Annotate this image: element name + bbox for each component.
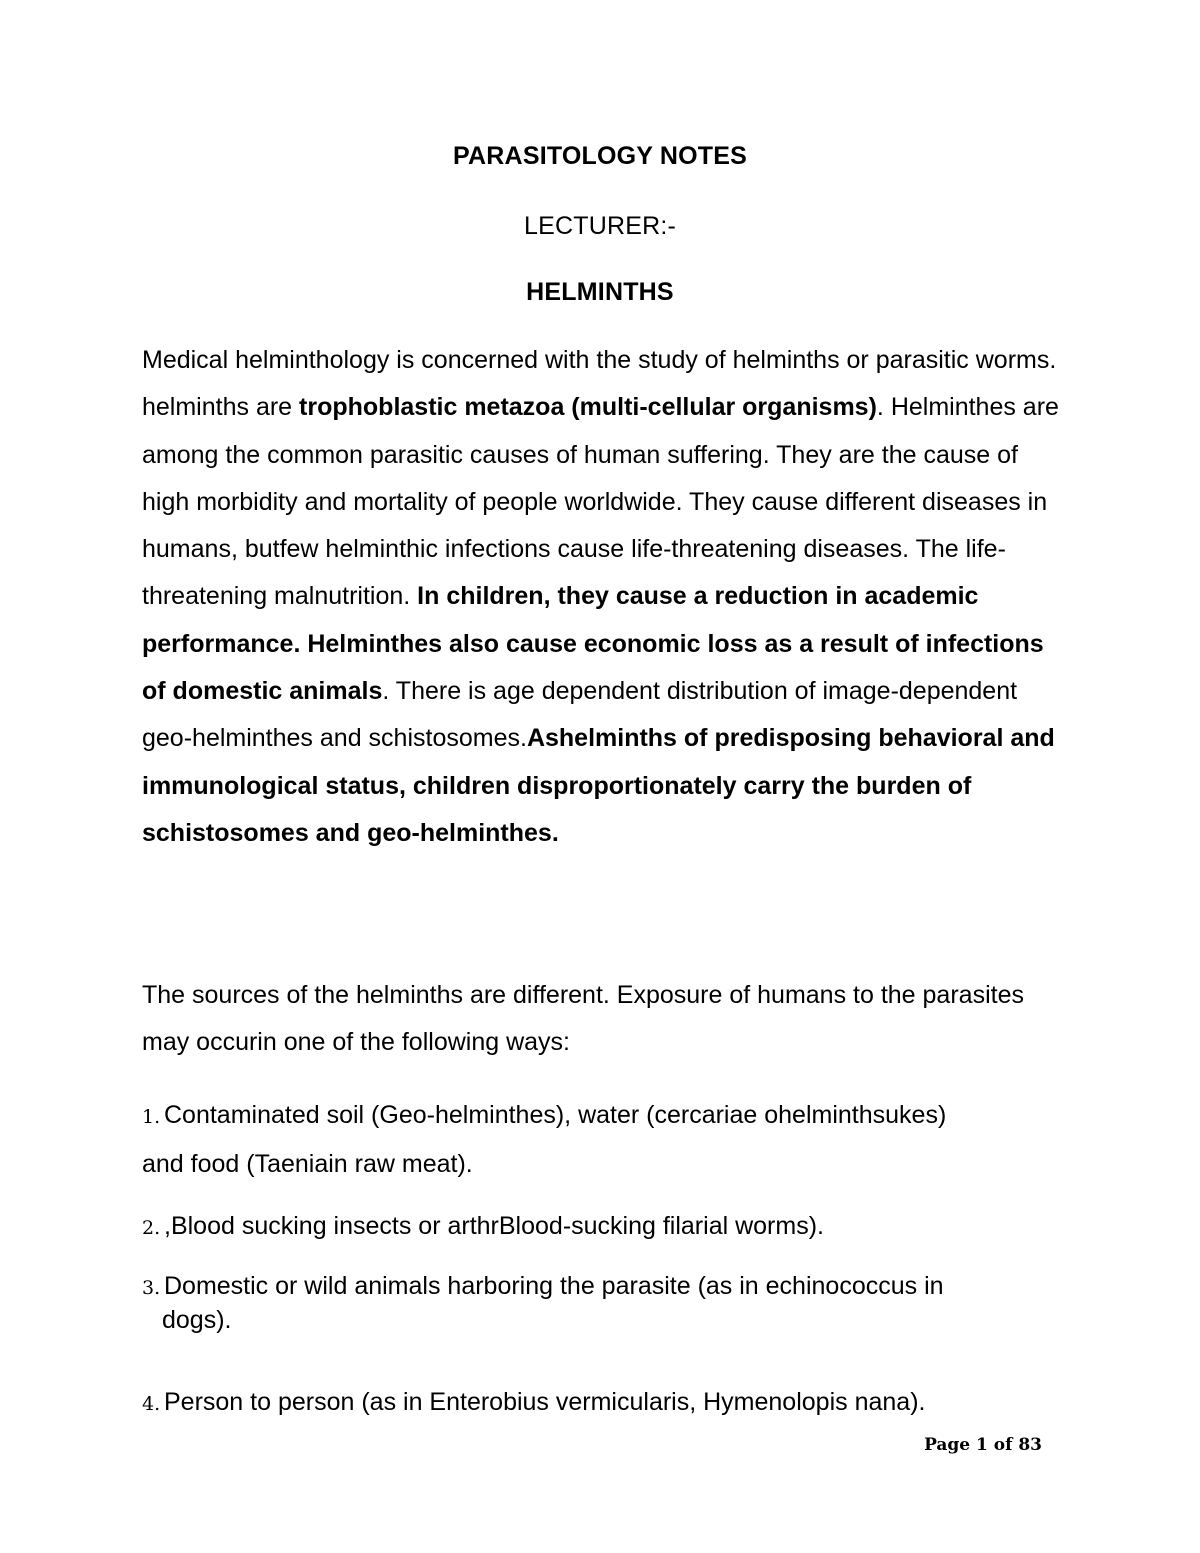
list-item xyxy=(142,1379,1072,1428)
intro-text-3: . There is age dependent distribution of image-dependent geo-helminthes and schistosomes. xyxy=(142,677,1018,753)
list-text: ,Blood sucking insects or arthrBlood-sucking filarial worms). xyxy=(164,1212,824,1240)
page-number: Page 1 of 83 xyxy=(924,1435,1042,1455)
lecturer-line: LECTURER:- xyxy=(523,212,676,240)
list-text: Person to person (as in Enterobius vermicularis, Hymenolopis nana). xyxy=(164,1388,926,1416)
intro-text-1: Medical helminthology is concerned with the study of helminths or parasitic worms. helminths are xyxy=(142,346,1057,422)
list-item xyxy=(142,1203,1072,1252)
list-item xyxy=(142,1092,1072,1189)
document-title: PARASITOLOGY NOTES xyxy=(453,142,747,170)
list-number: 2. xyxy=(142,1217,161,1239)
sources-paragraph: The sources of the helminths are different. Exposure of humans to the parasites may occurin one of the following ways: xyxy=(142,981,1024,1057)
intro-paragraph xyxy=(142,337,1072,857)
intro-bold-1: trophoblastic metazoa (multi-cellular organisms) xyxy=(299,393,877,422)
list-text-continued: dogs). xyxy=(162,1306,232,1334)
section-heading: HELMINTHS xyxy=(526,278,674,306)
intro-text-2: . Helminthes are among the common parasitic causes of human suffering. They are the cause of high morbidity and mortality of people worldwide. They cause different diseases in humans, butfew helminthic infections cause life-threatening diseases. The life-threatening malnutrition. xyxy=(142,393,1059,611)
intro-bold-2: In children, they cause a reduction in academic performance. Helminthes also cause economic loss as a result of infections of domestic animals xyxy=(142,582,1044,706)
list-number: 4. xyxy=(142,1393,161,1415)
list-text: Domestic or wild animals harboring the parasite (as in echinococcus in xyxy=(164,1272,944,1300)
list-text-continued: and food (Taeniain raw meat). xyxy=(142,1150,473,1179)
intro-bold-3: Ashelminths of predisposing behavioral and immunological status, children disproportionately carry the burden of schistosomes and geo-helminthes. xyxy=(142,724,1055,847)
list-number: 3. xyxy=(142,1277,161,1299)
list-text: Contaminated soil (Geo-helminthes), water (cercariae ohelminthsukes) xyxy=(164,1101,947,1129)
list-item xyxy=(142,1270,1072,1336)
list-number: 1. xyxy=(142,1106,161,1128)
